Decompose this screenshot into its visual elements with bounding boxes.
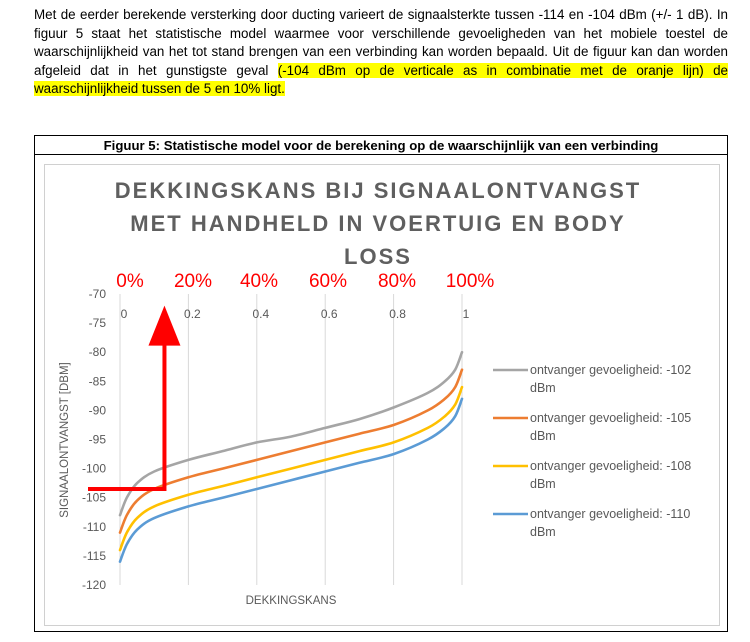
y-tick-label: -100 [81,461,106,476]
legend-entry: ontvanger gevoeligheid: -108 dBm [530,459,692,491]
series-line [120,387,462,550]
percent-label: 0% [116,271,144,292]
chart-title [115,178,641,269]
legend-entry: ontvanger gevoeligheid: -105 dBm [530,411,692,443]
y-tick-label: -75 [88,316,106,331]
x-tick-label: 0.2 [184,307,201,321]
y-tick-label: -105 [81,490,106,505]
y-tick-label: -85 [88,374,106,389]
percent-label: 60% [308,271,348,292]
percent-label: 100% [445,271,495,292]
chart-title-line: LOSS [344,244,412,269]
legend [493,363,691,539]
series-lines [120,352,462,562]
y-tick-label: -90 [88,403,106,418]
arrow-head [148,306,180,346]
series-line [120,352,462,515]
x-tick-label: 1 [462,307,470,321]
y-tick-label: -120 [81,578,106,592]
y-tick-label: -115 [82,548,106,563]
chart-title-line: DEKKINGSKANS BIJ SIGNAALONTVANGST [114,178,642,203]
figure-caption: Figuur 5: Statistische model voor de berekening op de waarschijnlijk van een verbinding [34,135,728,155]
y-tick-label: -95 [88,432,106,447]
x-tick-label: 0.4 [252,307,270,321]
x-tick-label: 0.8 [389,307,406,321]
x-tick-label: 0 [120,307,128,321]
series-line [120,399,462,562]
y-tick-label: -110 [82,519,106,534]
legend-entry: ontvanger gevoeligheid: -110 dBm [530,507,691,539]
legend-entry: ontvanger gevoeligheid: -102 dBm [530,363,692,395]
x-tick-label: 0.6 [320,307,338,321]
percent-label: 20% [173,271,213,292]
y-tick-labels [82,287,106,592]
y-tick-label: -80 [88,345,106,360]
percent-labels [116,271,494,292]
y-tick-label: -70 [88,287,106,301]
percent-label: 80% [377,271,417,292]
highlighted-text: (-104 dBm op de verticale as in combinatie met de oranje lijn) de waarschijnlijkheid tussen de 5 en 10% ligt. [34,62,728,96]
chart-title-line: MET HANDHELD IN VOERTUIG EN BODY [130,211,626,236]
x-axis-title: DEKKINGSKANS [245,595,337,607]
intro-text: Met de eerder berekende versterking door ducting varieert de signaalsterkte tussen -114 en -104 dBm (+/- 1 dB). In figuur 5 staat het statistische model waarmee voor verschillende gevoeligheden van het mobiele toestel de waarschijnlijkheid van het tot stand brengen van een verbinding kan worden bepaald. Uit de figuur kan dan worden afgeleid dat in het gunstigste geval [34,7,728,78]
y-axis-title: SIGNAALONTVANGST [DBM] [59,362,71,518]
percent-label: 40% [239,271,279,292]
x-tick-labels [121,307,470,321]
series-line [120,370,462,533]
